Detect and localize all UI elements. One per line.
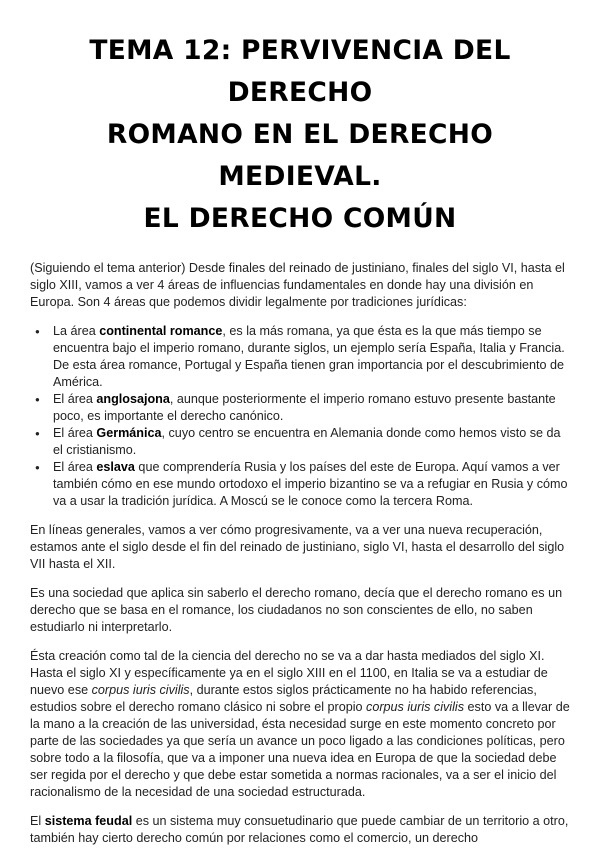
intro-paragraph: (Siguiendo el tema anterior) Desde finales del reinado de justiniano, finales del siglo VI, hasta el siglo XIII, vamos a ver 4 áreas de influencias fundamentales en donde hay una división en Europa. Son 4 áreas que podemos dividir legalmente por tradiciones jurídicas:: [30, 261, 565, 309]
title-line-2: ROMANO EN EL DERECHO MEDIEVAL.: [106, 119, 494, 192]
latin-term: corpus iuris civilis: [91, 683, 190, 697]
area-name: Germánica: [96, 426, 162, 440]
paragraph-general-lines: En líneas generales, vamos a ver cómo progresivamente, va a ver una nueva recuperación, estamos ante el siglo desde el fin del reinado de justiniano, siglo VI, hasta el desarrollo del siglo VII hasta el XII.: [30, 523, 565, 571]
paragraph-society: Es una sociedad que aplica sin saberlo el derecho romano, decía que el derecho romano es un derecho que se basa en el romance, los ciudadanos no son conscientes de ello, no saben estudiarlo ni interpretarlo.: [30, 586, 563, 634]
area-name: anglosajona: [96, 392, 170, 406]
paragraph-feudal-system: El sistema feudal es un sistema muy consuetudinario que puede cambiar de un territorio a otro, también hay cierto derecho común por relaciones como el comercio, un derecho: [30, 814, 569, 845]
title-line-1: TEMA 12: PERVIVENCIA DEL DERECHO: [89, 35, 511, 108]
list-item: ● El área eslava que comprendería Rusia y los países del este de Europa. Aquí vamos a ver también cómo en ese mundo ortodoxo el imperio bizantino se va a refugiar en Rusia y cómo va a usar la tradición jurídica. A Moscú se le conoce como la tercera Roma.: [52, 459, 570, 510]
area-name: eslava: [96, 460, 135, 474]
areas-list: [30, 323, 570, 510]
latin-term: corpus iuris civilis: [366, 700, 465, 714]
list-item: ● El área Germánica, cuyo centro se encuentra en Alemania donde como hemos visto se da el cristianismo.: [52, 425, 570, 459]
paragraph-science-of-law: Ésta creación como tal de la ciencia del derecho no se va a dar hasta mediados del siglo XI. Hasta el siglo XI y específicamente ya en el siglo XIII en el 1100, en Italia se va a estudiar de nuevo ese corpus iuris civilis, durante estos siglos prácticamente no ha habido referencias, estudios sobre el derecho romano clásico ni sobre el propio corpus iuris civilis esto va a llevar de la mano a la creación de las universidad, ésta necesidad surge en este momento concreto por parte de las sociedades ya que sería un avance un poco ligado a las condiciones políticas, pero sobre todo a la filosofía, que va a imponer una nueva idea en Europa de que la sociedad debe ser regida por el derecho y que debe estar sometida a normas racionales, va a ser el inicio del racionalismo de la necesidad de una sociedad estructurada.: [30, 649, 570, 799]
feudal-system-term: sistema feudal: [44, 814, 133, 828]
page-title: [30, 30, 570, 240]
list-item: ● El área anglosajona, aunque posteriormente el imperio romano estuvo presente bastante poco, es importante el derecho canónico.: [52, 391, 570, 425]
area-name: continental romance: [99, 324, 223, 338]
list-item: ● La área continental romance, es la más romana, ya que ésta es la que más tiempo se encuentra bajo el imperio romano, durante siglos, un ejemplo sería España, Italia y Francia. De esta área romance, Portugal y España tienen gran importancia por el descubrimiento de América.: [52, 323, 570, 391]
title-line-3: EL DERECHO COMÚN: [143, 203, 457, 234]
